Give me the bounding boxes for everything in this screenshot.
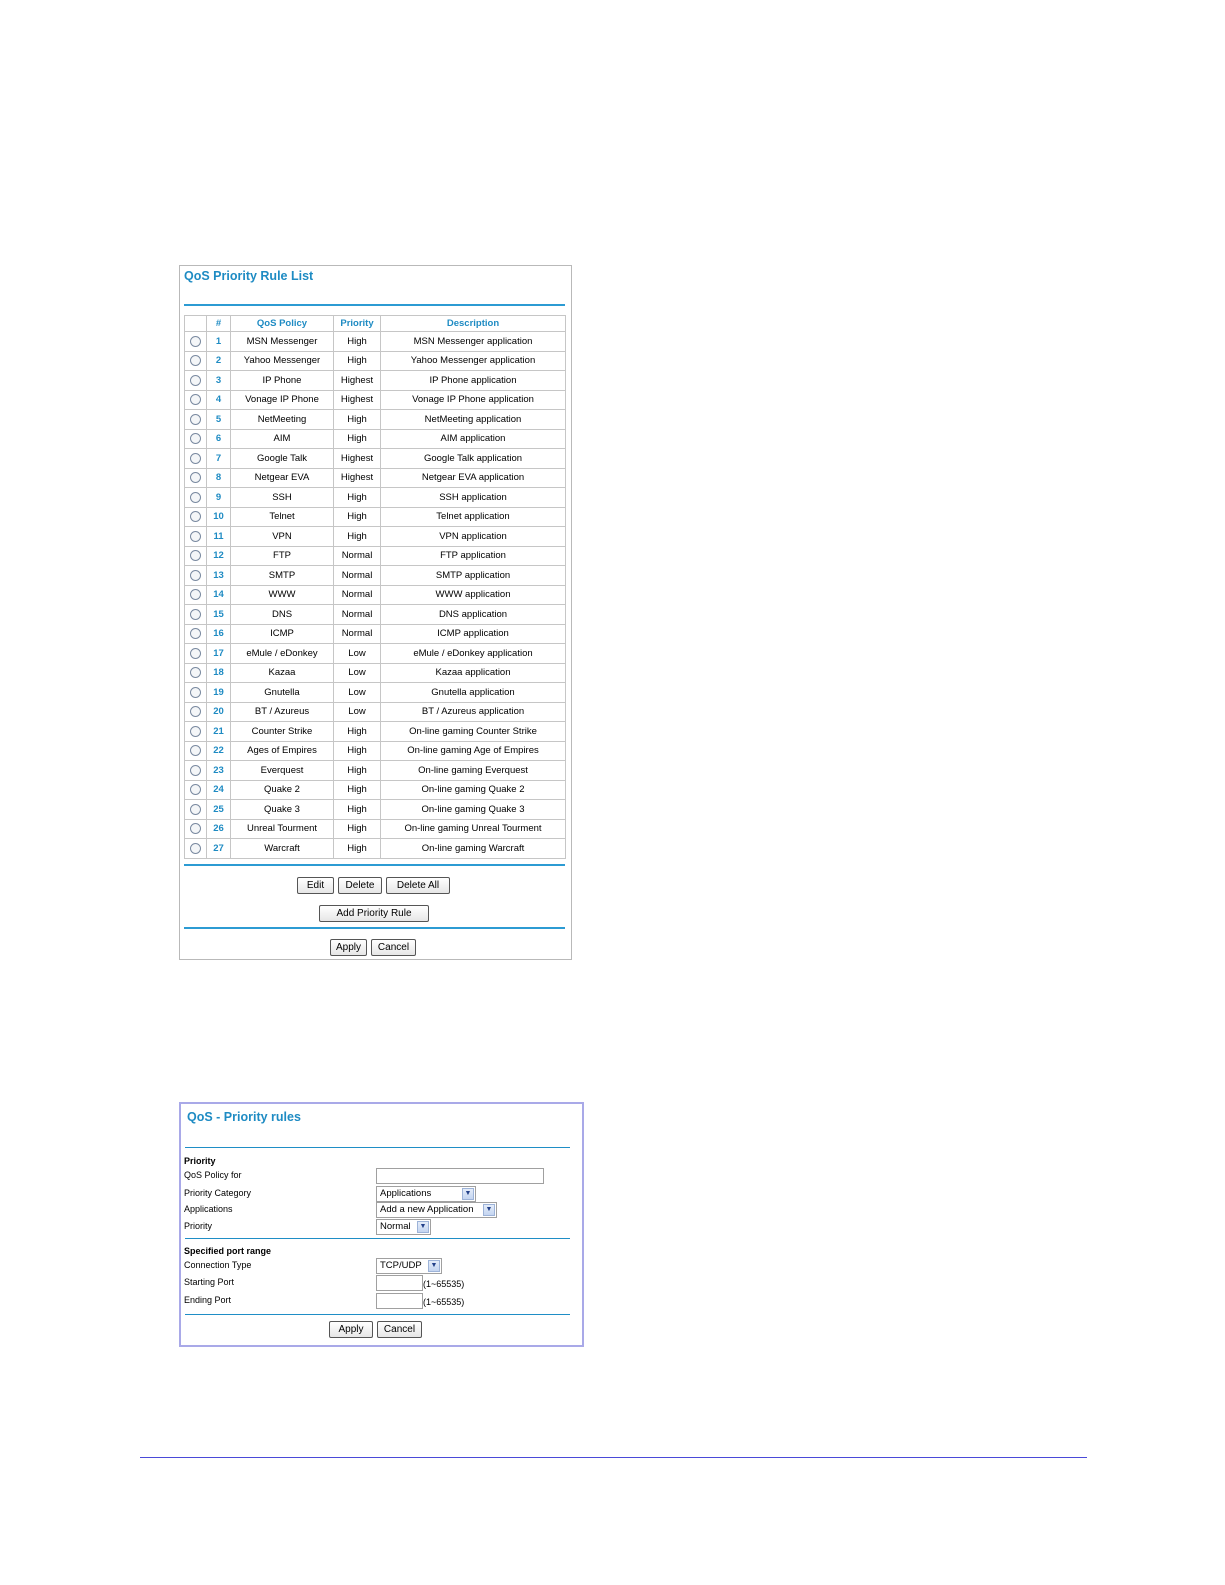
row-description: eMule / eDonkey application [381, 644, 566, 664]
row-description: On-line gaming Counter Strike [381, 722, 566, 742]
row-description: Kazaa application [381, 663, 566, 683]
row-qos-policy: BT / Azureus [231, 702, 334, 722]
row-select-cell[interactable] [185, 761, 207, 781]
row-qos-policy: Google Talk [231, 449, 334, 469]
chevron-down-icon: ▼ [483, 1204, 495, 1216]
row-priority: Normal [334, 585, 381, 605]
row-number: 3 [207, 371, 231, 391]
row-select-cell[interactable] [185, 566, 207, 586]
row-qos-policy: Ages of Empires [231, 741, 334, 761]
row-radio-button[interactable] [190, 531, 201, 542]
row-priority: High [334, 332, 381, 352]
rule-table [184, 315, 566, 859]
row-select-cell[interactable] [185, 605, 207, 625]
row-radio-button[interactable] [190, 589, 201, 600]
row-number: 7 [207, 449, 231, 469]
chevron-down-icon: ▼ [417, 1221, 429, 1233]
row-priority: High [334, 507, 381, 527]
row-number: 8 [207, 468, 231, 488]
row-qos-policy: Telnet [231, 507, 334, 527]
row-radio-button[interactable] [190, 687, 201, 698]
row-priority: High [334, 429, 381, 449]
row-description: IP Phone application [381, 371, 566, 391]
row-qos-policy: Unreal Tourment [231, 819, 334, 839]
row-select-cell[interactable] [185, 702, 207, 722]
row-qos-policy: Warcraft [231, 839, 334, 859]
row-radio-button[interactable] [190, 375, 201, 386]
row-number: 26 [207, 819, 231, 839]
row-priority: High [334, 722, 381, 742]
row-priority: High [334, 527, 381, 547]
row-radio-button[interactable] [190, 394, 201, 405]
row-select-cell[interactable] [185, 488, 207, 508]
row-radio-button[interactable] [190, 453, 201, 464]
row-number: 17 [207, 644, 231, 664]
column-header-number: # [207, 316, 231, 332]
row-select-cell[interactable] [185, 332, 207, 352]
row-radio-button[interactable] [190, 804, 201, 815]
row-description: WWW application [381, 585, 566, 605]
qos-priority-rule-list-panel [179, 265, 572, 960]
row-number: 12 [207, 546, 231, 566]
row-qos-policy: Quake 2 [231, 780, 334, 800]
priority-category-label: Priority Category [184, 1188, 252, 1198]
row-number: 5 [207, 410, 231, 430]
table-row[interactable] [185, 839, 566, 859]
row-priority: Low [334, 644, 381, 664]
table-row[interactable] [185, 527, 566, 547]
row-description: On-line gaming Unreal Tourment [381, 819, 566, 839]
applications-label: Applications [184, 1204, 233, 1214]
table-row[interactable] [185, 566, 566, 586]
row-radio-button[interactable] [190, 784, 201, 795]
row-number: 23 [207, 761, 231, 781]
divider [185, 1314, 570, 1315]
row-select-cell[interactable] [185, 546, 207, 566]
row-number: 2 [207, 351, 231, 371]
priority-category-value: Applications [380, 1188, 432, 1199]
divider [184, 304, 565, 306]
row-priority: High [334, 800, 381, 820]
starting-port-label: Starting Port [184, 1277, 235, 1287]
row-description: Gnutella application [381, 683, 566, 703]
row-qos-policy: Everquest [231, 761, 334, 781]
row-description: Vonage IP Phone application [381, 390, 566, 410]
row-qos-policy: Yahoo Messenger [231, 351, 334, 371]
ending-port-range-hint: (1~65535) [423, 1297, 465, 1307]
row-number: 22 [207, 741, 231, 761]
row-radio-button[interactable] [190, 492, 201, 503]
table-row[interactable] [185, 605, 566, 625]
row-qos-policy: Quake 3 [231, 800, 334, 820]
row-select-cell[interactable] [185, 780, 207, 800]
row-number: 4 [207, 390, 231, 410]
delete-button[interactable]: Delete [338, 877, 382, 894]
table-row[interactable] [185, 683, 566, 703]
row-number: 10 [207, 507, 231, 527]
row-select-cell[interactable] [185, 371, 207, 391]
table-row[interactable] [185, 761, 566, 781]
row-description: DNS application [381, 605, 566, 625]
row-description: MSN Messenger application [381, 332, 566, 352]
row-select-cell[interactable] [185, 663, 207, 683]
row-number: 9 [207, 488, 231, 508]
row-select-cell[interactable] [185, 683, 207, 703]
row-priority: Highest [334, 449, 381, 469]
row-radio-button[interactable] [190, 433, 201, 444]
table-row[interactable] [185, 546, 566, 566]
divider [185, 1238, 570, 1239]
row-radio-button[interactable] [190, 706, 201, 717]
row-priority: High [334, 351, 381, 371]
row-qos-policy: MSN Messenger [231, 332, 334, 352]
row-radio-button[interactable] [190, 726, 201, 737]
table-row[interactable] [185, 390, 566, 410]
applications-select[interactable] [376, 1202, 497, 1218]
row-number: 14 [207, 585, 231, 605]
row-priority: Normal [334, 546, 381, 566]
cancel-button[interactable]: Cancel [371, 939, 416, 956]
row-select-cell[interactable] [185, 722, 207, 742]
row-priority: High [334, 780, 381, 800]
divider [184, 927, 565, 929]
row-qos-policy: Gnutella [231, 683, 334, 703]
row-radio-button[interactable] [190, 745, 201, 756]
table-row[interactable] [185, 429, 566, 449]
row-select-cell[interactable] [185, 819, 207, 839]
row-radio-button[interactable] [190, 843, 201, 854]
row-radio-button[interactable] [190, 628, 201, 639]
row-qos-policy: WWW [231, 585, 334, 605]
row-priority: High [334, 488, 381, 508]
row-qos-policy: eMule / eDonkey [231, 644, 334, 664]
table-row[interactable] [185, 722, 566, 742]
panel-title: QoS Priority Rule List [184, 269, 314, 283]
row-priority: Low [334, 663, 381, 683]
row-description: On-line gaming Quake 3 [381, 800, 566, 820]
row-description: SSH application [381, 488, 566, 508]
row-number: 19 [207, 683, 231, 703]
row-description: BT / Azureus application [381, 702, 566, 722]
priority-label: Priority [184, 1221, 213, 1231]
table-row[interactable] [185, 507, 566, 527]
column-header-priority: Priority [334, 316, 381, 332]
chevron-down-icon: ▼ [462, 1188, 474, 1200]
row-priority: High [334, 819, 381, 839]
row-radio-button[interactable] [190, 570, 201, 581]
row-priority: Highest [334, 468, 381, 488]
table-row[interactable] [185, 800, 566, 820]
row-priority: High [334, 761, 381, 781]
row-radio-button[interactable] [190, 472, 201, 483]
row-description: VPN application [381, 527, 566, 547]
row-radio-button[interactable] [190, 667, 201, 678]
row-description: ICMP application [381, 624, 566, 644]
row-description: AIM application [381, 429, 566, 449]
row-number: 11 [207, 527, 231, 547]
row-priority: Normal [334, 605, 381, 625]
row-priority: Highest [334, 390, 381, 410]
row-number: 21 [207, 722, 231, 742]
row-qos-policy: Counter Strike [231, 722, 334, 742]
port-range-section-heading: Specified port range [184, 1246, 272, 1256]
row-number: 24 [207, 780, 231, 800]
row-number: 20 [207, 702, 231, 722]
apply-button[interactable]: Apply [330, 939, 367, 956]
table-row[interactable] [185, 468, 566, 488]
row-radio-button[interactable] [190, 336, 201, 347]
row-number: 16 [207, 624, 231, 644]
row-priority: Low [334, 702, 381, 722]
row-select-cell[interactable] [185, 839, 207, 859]
row-qos-policy: VPN [231, 527, 334, 547]
row-radio-button[interactable] [190, 511, 201, 522]
row-number: 18 [207, 663, 231, 683]
rule-table-body [185, 332, 566, 859]
row-qos-policy: ICMP [231, 624, 334, 644]
row-description: Google Talk application [381, 449, 566, 469]
row-number: 1 [207, 332, 231, 352]
row-description: On-line gaming Everquest [381, 761, 566, 781]
row-select-cell[interactable] [185, 527, 207, 547]
apply-button[interactable]: Apply [329, 1321, 373, 1338]
row-description: NetMeeting application [381, 410, 566, 430]
column-header-select [185, 316, 207, 332]
table-row[interactable] [185, 819, 566, 839]
applications-value: Add a new Application [380, 1204, 474, 1215]
row-number: 25 [207, 800, 231, 820]
row-select-cell[interactable] [185, 644, 207, 664]
column-header-description: Description [381, 316, 566, 332]
row-description: Telnet application [381, 507, 566, 527]
ending-port-label: Ending Port [184, 1295, 232, 1305]
row-number: 27 [207, 839, 231, 859]
table-row[interactable] [185, 741, 566, 761]
row-select-cell[interactable] [185, 585, 207, 605]
row-radio-button[interactable] [190, 765, 201, 776]
connection-type-value: TCP/UDP [380, 1260, 422, 1271]
table-row[interactable] [185, 702, 566, 722]
starting-port-range-hint: (1~65535) [423, 1279, 465, 1289]
row-qos-policy: DNS [231, 605, 334, 625]
connection-type-label: Connection Type [184, 1260, 252, 1270]
row-number: 6 [207, 429, 231, 449]
connection-type-select[interactable] [376, 1258, 442, 1274]
table-row[interactable] [185, 663, 566, 683]
row-select-cell[interactable] [185, 800, 207, 820]
row-select-cell[interactable] [185, 429, 207, 449]
row-select-cell[interactable] [185, 624, 207, 644]
row-priority: Highest [334, 371, 381, 391]
qos-priority-rules-panel [179, 1102, 584, 1347]
row-select-cell[interactable] [185, 390, 207, 410]
priority-category-select[interactable] [376, 1186, 476, 1202]
starting-port-input[interactable] [376, 1275, 423, 1291]
table-row[interactable] [185, 624, 566, 644]
row-qos-policy: SSH [231, 488, 334, 508]
row-description: Netgear EVA application [381, 468, 566, 488]
row-qos-policy: SMTP [231, 566, 334, 586]
delete-all-button[interactable]: Delete All [386, 877, 450, 894]
row-radio-button[interactable] [190, 648, 201, 659]
row-description: On-line gaming Quake 2 [381, 780, 566, 800]
row-qos-policy: AIM [231, 429, 334, 449]
add-priority-rule-button[interactable]: Add Priority Rule [319, 905, 429, 922]
row-priority: High [334, 741, 381, 761]
divider [185, 1147, 570, 1148]
divider [184, 864, 565, 866]
row-priority: Normal [334, 624, 381, 644]
row-radio-button[interactable] [190, 550, 201, 561]
row-description: SMTP application [381, 566, 566, 586]
row-radio-button[interactable] [190, 823, 201, 834]
priority-value: Normal [380, 1221, 411, 1232]
row-priority: Low [334, 683, 381, 703]
table-row[interactable] [185, 371, 566, 391]
column-header-qos-policy: QoS Policy [231, 316, 334, 332]
row-select-cell[interactable] [185, 351, 207, 371]
row-number: 13 [207, 566, 231, 586]
ending-port-input[interactable] [376, 1293, 423, 1309]
row-description: On-line gaming Age of Empires [381, 741, 566, 761]
footer-divider [140, 1457, 1087, 1458]
row-select-cell[interactable] [185, 468, 207, 488]
row-qos-policy: FTP [231, 546, 334, 566]
qos-policy-for-input[interactable] [376, 1168, 544, 1184]
row-qos-policy: Vonage IP Phone [231, 390, 334, 410]
table-row[interactable] [185, 332, 566, 352]
row-number: 15 [207, 605, 231, 625]
row-qos-policy: NetMeeting [231, 410, 334, 430]
row-select-cell[interactable] [185, 449, 207, 469]
table-row[interactable] [185, 449, 566, 469]
table-row[interactable] [185, 488, 566, 508]
row-radio-button[interactable] [190, 414, 201, 425]
row-select-cell[interactable] [185, 507, 207, 527]
cancel-button[interactable]: Cancel [377, 1321, 422, 1338]
row-select-cell[interactable] [185, 410, 207, 430]
row-qos-policy: IP Phone [231, 371, 334, 391]
row-select-cell[interactable] [185, 741, 207, 761]
edit-button[interactable]: Edit [297, 877, 334, 894]
table-row[interactable] [185, 780, 566, 800]
row-priority: High [334, 839, 381, 859]
row-radio-button[interactable] [190, 355, 201, 366]
table-row[interactable] [185, 351, 566, 371]
table-row[interactable] [185, 410, 566, 430]
row-qos-policy: Netgear EVA [231, 468, 334, 488]
row-description: On-line gaming Warcraft [381, 839, 566, 859]
table-header-row [185, 316, 566, 332]
row-qos-policy: Kazaa [231, 663, 334, 683]
chevron-down-icon: ▼ [428, 1260, 440, 1272]
table-row[interactable] [185, 585, 566, 605]
row-priority: High [334, 410, 381, 430]
qos-policy-for-label: QoS Policy for [184, 1170, 242, 1180]
table-row[interactable] [185, 644, 566, 664]
row-priority: Normal [334, 566, 381, 586]
row-description: Yahoo Messenger application [381, 351, 566, 371]
priority-select[interactable] [376, 1219, 431, 1235]
row-description: FTP application [381, 546, 566, 566]
row-radio-button[interactable] [190, 609, 201, 620]
panel-title: QoS - Priority rules [187, 1110, 301, 1124]
priority-section-heading: Priority [184, 1156, 216, 1166]
